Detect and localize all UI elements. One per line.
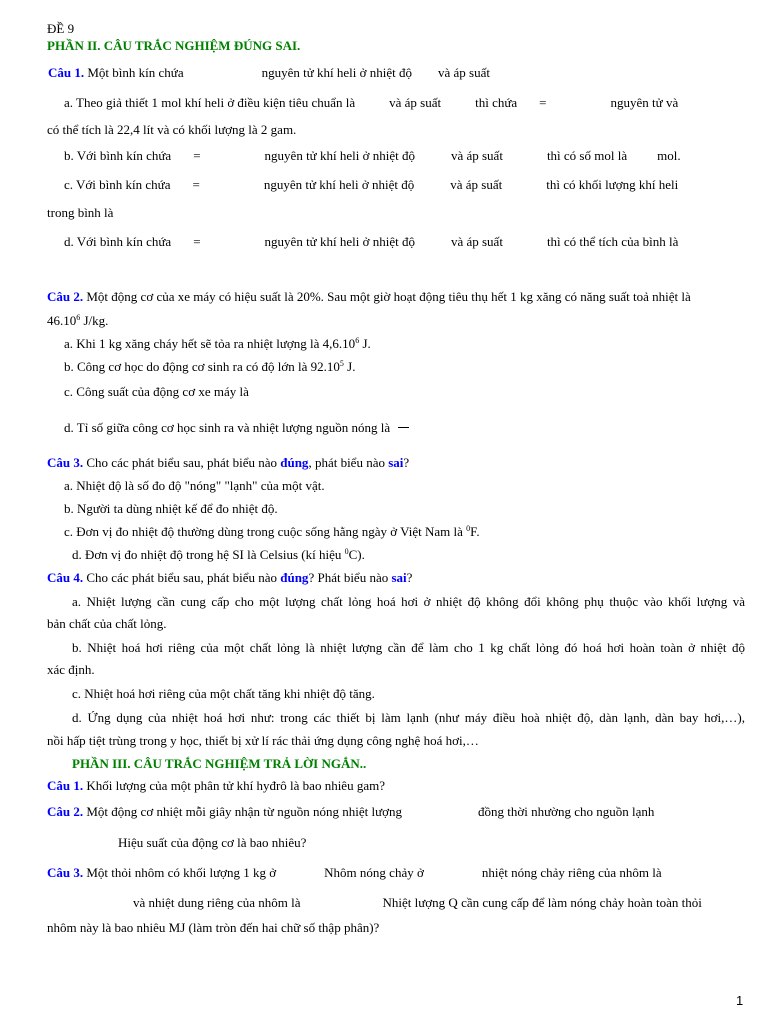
q1-stem: Câu 1. Một bình kín chứa nguyên tử khí heli ở nhiệt độ và áp suất — [48, 65, 490, 80]
q4-option-c: c. Nhiệt hoá hơi riêng của một chất tăng khi nhiệt độ tăng. — [72, 686, 375, 701]
p3-q2-cont: Hiệu suất của động cơ là bao nhiêu? — [118, 835, 307, 850]
q3-option-d: d. Đơn vị đo nhiệt độ trong hệ SI là Celsius (kí hiệu $^0$C). — [72, 547, 365, 562]
exam-code: ĐỀ 9 — [47, 21, 75, 36]
q4-option-a: a. Nhiệt lượng cần cung cấp cho một lượng chất lỏng hoá hơi ở nhiệt độ không đổi không phụ thuộc vào khối lượng và — [72, 594, 745, 609]
p3-q3-line2: và nhiệt dung riêng của nhôm là Nhiệt lượng Q cần cung cấp để làm nóng chảy hoàn toàn thỏi — [133, 895, 702, 910]
q1-label: Câu 1. — [48, 65, 85, 80]
q2-stem-cont: 46.10$^6$ J/kg. — [47, 313, 109, 328]
q4-label: Câu 4. — [47, 570, 84, 585]
q4-stem: Câu 4. Cho các phát biểu sau, phát biểu nào đúng? Phát biểu nào sai? — [47, 570, 413, 585]
q3-option-c: c. Đơn vị đo nhiệt độ thường dùng trong cuộc sống hằng ngày ở Việt Nam là $^0$F. — [64, 524, 480, 539]
fraction-bar — [398, 427, 409, 428]
q1-option-a-cont: có thể tích là 22,4 lít và có khối lượng là 2 gam. — [47, 122, 297, 137]
q4-option-a-cont: bản chất của chất lỏng. — [47, 616, 167, 631]
q2-stem: Câu 2. Một động cơ của xe máy có hiệu suất là 20%. Sau một giờ hoạt động tiêu thụ hết 1 kg xăng có năng suất toả nhiệt là — [47, 289, 691, 304]
q2-option-a: a. Khi 1 kg xăng cháy hết sẽ tỏa ra nhiệt lượng là 4,6.10$^6$ J. — [64, 336, 371, 351]
q2-label: Câu 2. — [47, 289, 84, 304]
q4-option-b-cont: xác định. — [47, 662, 95, 677]
q2-option-c: c. Công suất của động cơ xe máy là — [64, 384, 249, 399]
q4-option-b: b. Nhiệt hoá hơi riêng của một chất lỏng là nhiệt lượng cần để làm cho 1 kg chất lỏng đó hoá hơi hoàn toàn ở nhiệt độ — [72, 640, 745, 655]
p3-q3-label: Câu 3. — [47, 865, 84, 880]
page-number: 1 — [736, 993, 744, 1008]
part2-title: PHẦN II. CÂU TRẮC NGHIỆM ĐÚNG SAI. — [47, 38, 301, 53]
q4-option-d-cont: nồi hấp tiệt trùng trong y học, thiết bị xử lí rác thải ứng dụng công nghệ hoá hơi,… — [47, 733, 479, 748]
q1-option-c-cont: trong bình là — [47, 205, 114, 220]
q4-option-d: d. Ứng dụng của nhiệt hoá hơi như: trong các thiết bị làm lạnh (như máy điều hoà nhiệt độ, dàn lạnh, dàn bay hơi,…), — [72, 710, 745, 725]
part3-title: PHẦN III. CÂU TRẮC NGHIỆM TRẢ LỜI NGẮN.. — [72, 756, 367, 771]
q1-option-b: b. Với bình kín chứa = nguyên tử khí heli ở nhiệt độ và áp suất thì có số mol là mol. — [64, 148, 681, 163]
p3-q1: Câu 1. Khối lượng của một phân tử khí hyđrô là bao nhiêu gam? — [47, 778, 385, 793]
q3-option-b: b. Người ta dùng nhiệt kế để đo nhiệt độ. — [64, 501, 278, 516]
p3-q2-label: Câu 2. — [47, 804, 84, 819]
q2-option-b: b. Công cơ học do động cơ sinh ra có độ lớn là 92.10$^5$ J. — [64, 359, 356, 374]
q3-option-a: a. Nhiệt độ là số đo độ "nóng" "lạnh" của một vật. — [64, 478, 325, 493]
p3-q2: Câu 2. Một động cơ nhiệt mỗi giây nhận từ nguồn nóng nhiệt lượng đồng thời nhường cho nguồn lạnh — [47, 804, 655, 819]
q1-option-c: c. Với bình kín chứa = nguyên tử khí heli ở nhiệt độ và áp suất thì có khối lượng khí heli — [64, 177, 679, 192]
p3-q1-label: Câu 1. — [47, 778, 84, 793]
p3-q3: Câu 3. Một thỏi nhôm có khối lượng 1 kg ở Nhôm nóng chảy ở nhiệt nóng chảy riêng của nhôm là — [47, 865, 662, 880]
q1-option-a: a. Theo giả thiết 1 mol khí heli ở điều kiện tiêu chuẩn là và áp suất thì chứa = nguyên tử và — [64, 95, 679, 110]
q3-stem: Câu 3. Cho các phát biểu sau, phát biểu nào đúng, phát biểu nào sai? — [47, 455, 410, 470]
q1-option-d: d. Với bình kín chứa = nguyên tử khí heli ở nhiệt độ và áp suất thì có thể tích của bình là — [64, 234, 679, 249]
q3-label: Câu 3. — [47, 455, 84, 470]
p3-q3-cont: nhôm này là bao nhiêu MJ (làm tròn đến hai chữ số thập phân)? — [47, 920, 380, 935]
q2-option-d: d. Tỉ số giữa công cơ học sinh ra và nhiệt lượng nguồn nóng là — [64, 420, 409, 436]
